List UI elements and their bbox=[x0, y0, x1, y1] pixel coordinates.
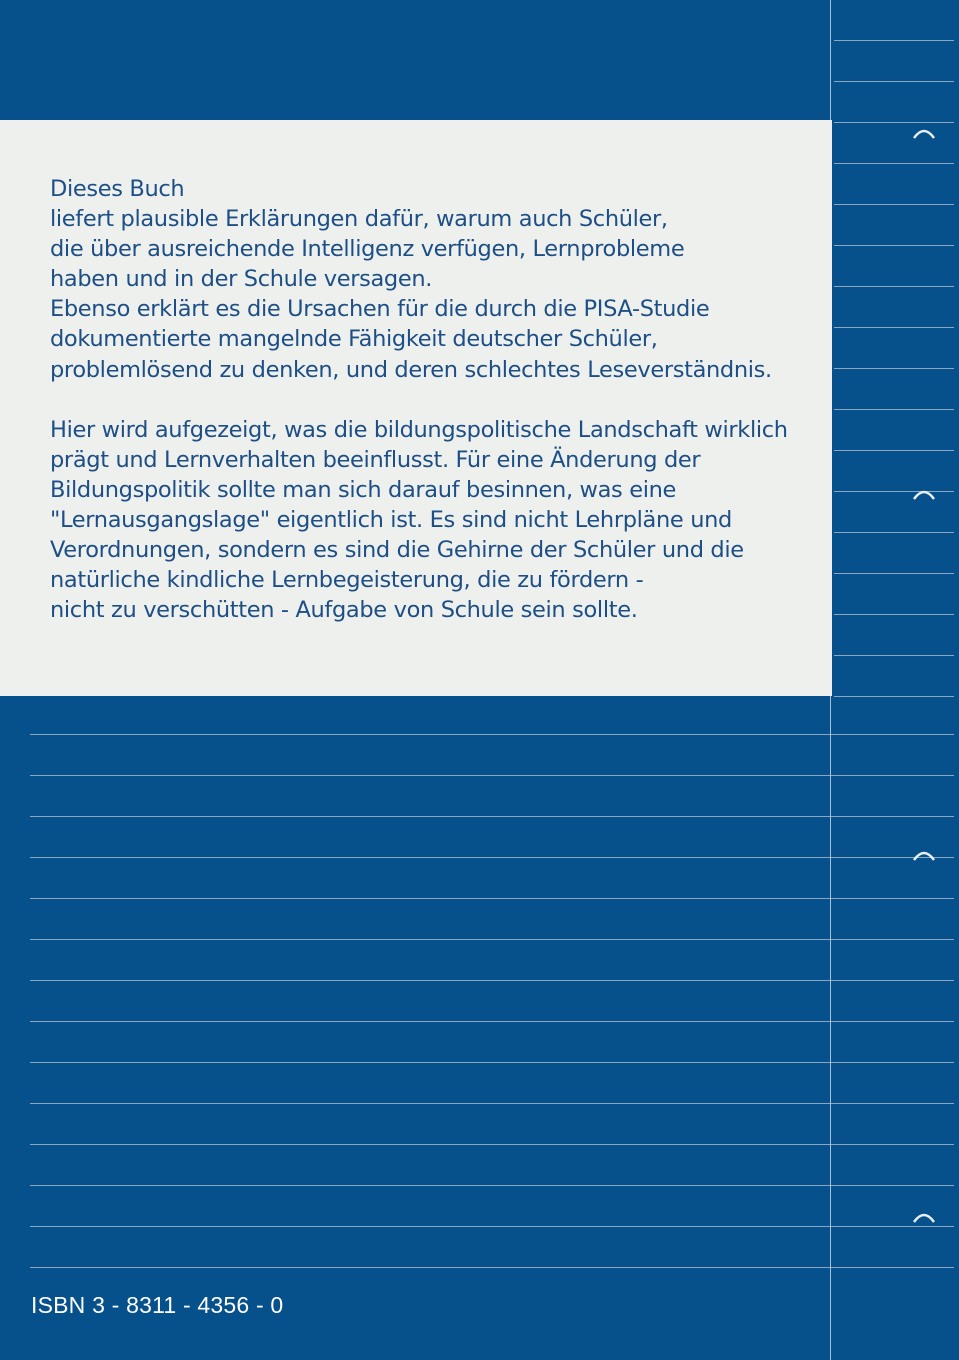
blurb-line: Verordnungen, sondern es sind die Gehirne der Schüler und die bbox=[50, 537, 744, 564]
blurb-line: prägt und Lernverhalten beeinflusst. Für eine Änderung der bbox=[50, 446, 701, 473]
blurb-line: liefert plausible Erklärungen dafür, warum auch Schüler, bbox=[50, 206, 668, 233]
rule-line bbox=[30, 1062, 954, 1063]
rule-line bbox=[834, 286, 954, 287]
rule-line bbox=[30, 898, 954, 899]
blurb-line: Dieses Buch bbox=[50, 176, 185, 202]
rule-line bbox=[834, 573, 954, 574]
rule-line bbox=[30, 939, 954, 940]
rule-line bbox=[30, 1021, 954, 1022]
blurb-line: nicht zu verschütten - Aufgabe von Schule sein sollte. bbox=[50, 597, 638, 624]
rule-line bbox=[834, 327, 954, 328]
rule-line bbox=[834, 81, 954, 82]
rule-line bbox=[834, 614, 954, 615]
paragraph-gap bbox=[50, 385, 820, 415]
punch-hole-icon bbox=[912, 1210, 936, 1224]
blurb-text bbox=[50, 174, 820, 625]
rule-line bbox=[30, 980, 954, 981]
blurb-line: Bildungspolitik sollte man sich darauf besinnen, was eine bbox=[50, 476, 677, 503]
rule-line bbox=[30, 1226, 954, 1227]
rule-line bbox=[834, 491, 954, 492]
rule-line bbox=[30, 857, 954, 858]
rule-line bbox=[30, 816, 954, 817]
blurb-line: Ebenso erklärt es die Ursachen für die durch die PISA-Studie bbox=[50, 296, 710, 323]
rule-line bbox=[30, 1185, 954, 1186]
rule-line bbox=[30, 1103, 954, 1104]
punch-hole-icon bbox=[912, 487, 936, 501]
blurb-line: Hier wird aufgezeigt, was die bildungspolitische Landschaft wirklich bbox=[50, 416, 788, 443]
blurb-line: "Lernausgangslage" eigentlich ist. Es sind nicht Lehrpläne und bbox=[50, 507, 732, 534]
isbn-label: ISBN 3 - 8311 - 4356 - 0 bbox=[31, 1292, 284, 1318]
blurb-line: haben und in der Schule versagen. bbox=[50, 266, 433, 293]
blurb-line: problemlösend zu denken, und deren schlechtes Leseverständnis. bbox=[50, 356, 772, 383]
rule-line bbox=[30, 1267, 954, 1268]
rule-line bbox=[834, 122, 954, 123]
rule-line bbox=[30, 734, 954, 735]
rule-line bbox=[30, 775, 954, 776]
rule-line bbox=[30, 1144, 954, 1145]
rule-line bbox=[834, 368, 954, 369]
rule-line bbox=[834, 696, 954, 697]
blurb-line: natürliche kindliche Lernbegeisterung, die zu fördern - bbox=[50, 567, 644, 594]
punch-hole-icon bbox=[912, 848, 936, 862]
rule-line bbox=[834, 409, 954, 410]
rule-line bbox=[834, 40, 954, 41]
rule-line bbox=[834, 163, 954, 164]
blurb-line: die über ausreichende Intelligenz verfügen, Lernprobleme bbox=[50, 236, 685, 263]
rule-line bbox=[834, 655, 954, 656]
rule-line bbox=[834, 532, 954, 533]
rule-line bbox=[834, 204, 954, 205]
rule-line bbox=[834, 245, 954, 246]
blurb-line: dokumentierte mangelnde Fähigkeit deutscher Schüler, bbox=[50, 326, 658, 353]
punch-hole-icon bbox=[912, 126, 936, 140]
rule-line bbox=[834, 450, 954, 451]
